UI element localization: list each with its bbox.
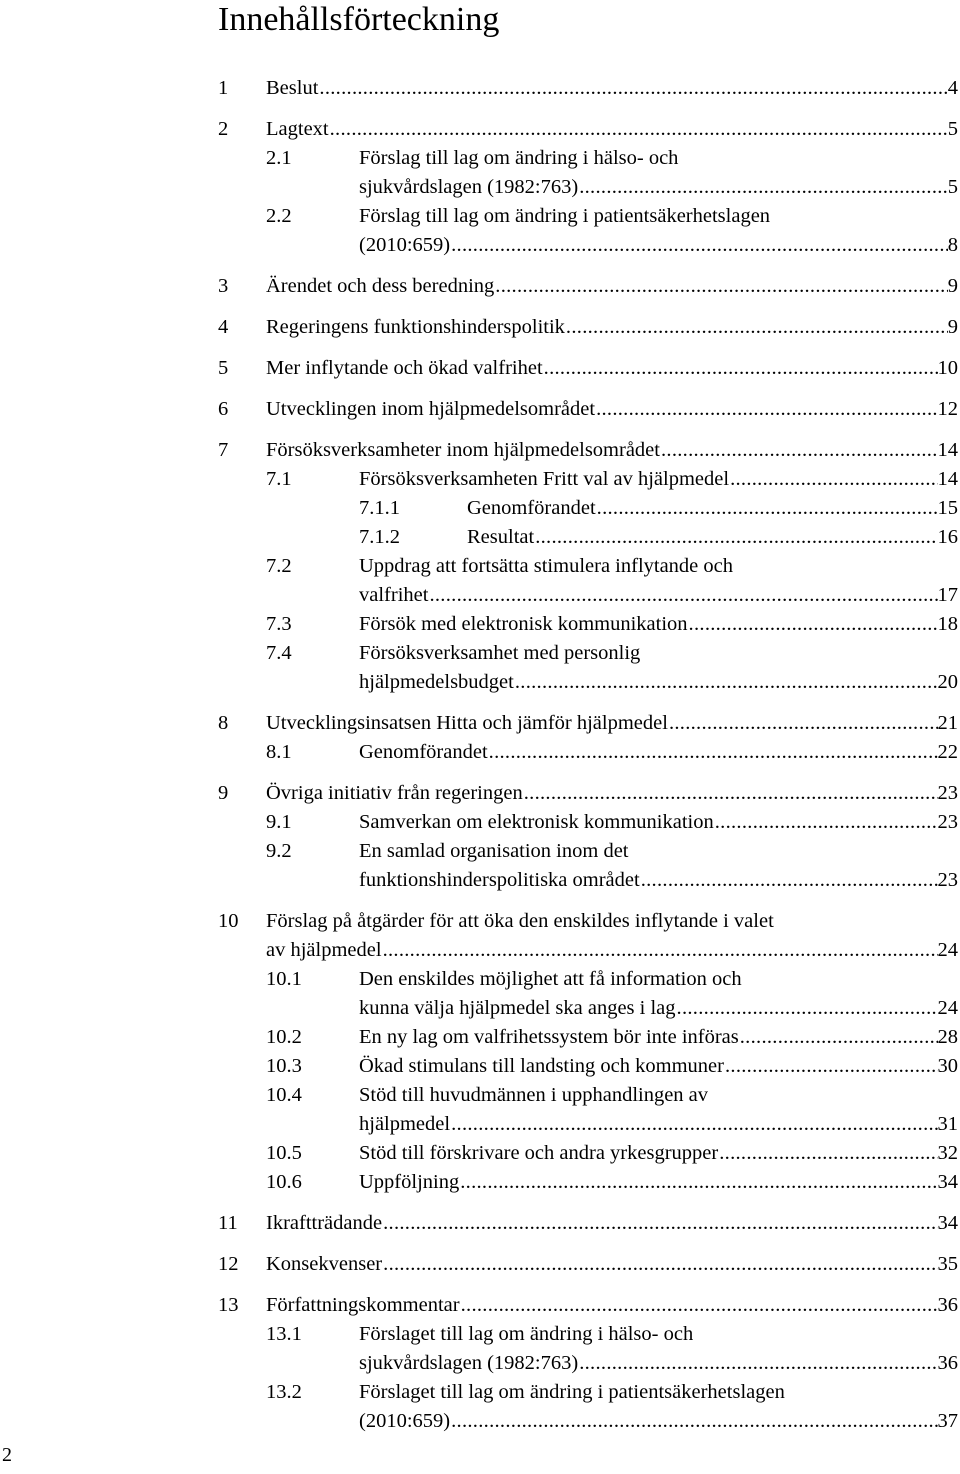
toc-entry-title[interactable]: Försöksverksamheter inom hjälpmedelsområdet	[266, 439, 660, 461]
toc-entry-line	[218, 1209, 958, 1238]
toc-entry-number: 2.2	[266, 205, 292, 227]
toc-entry-title[interactable]: Genomförandet	[467, 497, 596, 519]
toc-entry-line	[218, 907, 958, 936]
toc-entry-title[interactable]: (2010:659)	[359, 234, 451, 256]
toc-entry-title[interactable]: Resultat	[467, 526, 535, 548]
toc-entry-line	[218, 115, 958, 144]
toc-entry-title[interactable]: Övriga initiativ från regeringen	[266, 782, 523, 804]
toc-entry-title[interactable]: Utvecklingsinsatsen Hitta och jämför hjälpmedel	[266, 712, 668, 734]
toc-entry-title[interactable]: Försök med elektronisk kommunikation	[359, 613, 688, 635]
toc-entry-line	[218, 779, 958, 808]
toc-entry-line	[218, 74, 958, 103]
toc-dot-leader	[730, 465, 937, 494]
toc-entry-number: 4	[218, 316, 229, 338]
toc-entry-number: 13.2	[266, 1381, 302, 1403]
toc-entry-page[interactable]: 16	[937, 526, 958, 548]
toc-entry-line	[218, 272, 958, 301]
toc-dot-leader	[719, 1139, 937, 1168]
toc-entry-number: 7.3	[266, 613, 292, 635]
toc-entry-number: 5	[218, 357, 229, 379]
toc-entry-line	[218, 1250, 958, 1279]
toc-entry-page[interactable]: 23	[937, 869, 958, 891]
toc-dot-leader	[544, 354, 938, 383]
toc-dot-leader	[515, 668, 938, 697]
toc-dot-leader	[715, 808, 938, 837]
toc-entry-page[interactable]: 12	[937, 398, 958, 420]
toc-entry-line	[218, 395, 958, 424]
toc-entry-line	[359, 523, 958, 552]
page-number: 2	[2, 1444, 12, 1466]
toc-dot-leader	[460, 1168, 937, 1197]
toc-entry-number: 8	[218, 712, 229, 734]
toc-entry-page[interactable]: 31	[937, 1113, 958, 1135]
toc-entry-line	[218, 436, 958, 465]
toc-entry-number: 1	[218, 77, 229, 99]
toc-entry-line	[218, 1291, 958, 1320]
toc-entry-page[interactable]: 24	[937, 997, 958, 1019]
toc-entry-number: 10.4	[266, 1084, 302, 1106]
toc-entry-title[interactable]: Mer inflytande och ökad valfrihet	[266, 357, 543, 379]
toc-entry-number: 11	[218, 1212, 238, 1234]
toc-dot-leader	[740, 1023, 938, 1052]
toc-entry-number: 2.1	[266, 147, 292, 169]
toc-entry-title[interactable]: Förslaget till lag om ändring i hälso- och	[359, 1323, 694, 1345]
toc-entry-page[interactable]: 17	[937, 584, 958, 606]
toc-entry-page[interactable]: 15	[937, 497, 958, 519]
toc-entry-line	[266, 465, 958, 494]
toc-entry-title[interactable]: Beslut	[266, 77, 319, 99]
toc-entry-page[interactable]: 23	[937, 811, 958, 833]
toc-entry-title[interactable]: funktionshinderspolitiska området	[359, 869, 640, 891]
toc-entry-page[interactable]: 4	[947, 77, 958, 99]
toc-entry-page[interactable]: 28	[937, 1026, 958, 1048]
toc-entry-page[interactable]: 9	[947, 316, 958, 338]
toc-entry-number: 9	[218, 782, 229, 804]
toc-entry-number: 7.1	[266, 468, 292, 490]
page-title: Innehållsförteckning	[218, 1, 500, 38]
toc-entry-page[interactable]: 24	[937, 939, 958, 961]
toc-entry-title[interactable]: Förslag till lag om ändring i hälso- och	[359, 147, 679, 169]
toc-entry-line	[359, 494, 958, 523]
toc-entry-line	[266, 1139, 958, 1168]
toc-entry-line	[266, 866, 958, 895]
toc-entry-line	[218, 313, 958, 342]
toc-entry-line	[266, 1052, 958, 1081]
toc-entry-number: 8.1	[266, 741, 292, 763]
toc-entry-page[interactable]: 35	[937, 1253, 958, 1275]
toc-entry-number: 2	[218, 118, 229, 140]
toc-entry-title[interactable]: Lagtext	[266, 118, 329, 140]
toc-entry-line	[266, 202, 958, 231]
toc-entry-page[interactable]: 37	[937, 1410, 958, 1432]
toc-entry-title[interactable]: En ny lag om valfrihetssystem bör inte införas	[359, 1026, 739, 1048]
toc-entry-line	[266, 610, 958, 639]
toc-entry-line	[266, 144, 958, 173]
toc-entry-number: 10.6	[266, 1171, 302, 1193]
toc-dot-leader	[535, 523, 937, 552]
toc-entry-number: 10.3	[266, 1055, 302, 1077]
toc-entry-title[interactable]: Förslag till lag om ändring i patientsäkerhetslagen	[359, 205, 771, 227]
toc-entry-number: 7.4	[266, 642, 292, 664]
toc-entry-number: 10.5	[266, 1142, 302, 1164]
toc-dot-leader	[451, 1407, 937, 1436]
toc-dot-leader	[495, 272, 947, 301]
toc-entry-line	[266, 808, 958, 837]
toc-entry-number: 6	[218, 398, 229, 420]
toc-entry-line	[266, 581, 958, 610]
toc-entry-number: 10.1	[266, 968, 302, 990]
toc-entry-line	[266, 552, 958, 581]
toc-entry-title[interactable]: Försöksverksamhet med personlig	[359, 642, 641, 664]
toc-entry-title[interactable]: kunna välja hjälpmedel ska anges i lag	[359, 997, 676, 1019]
toc-dot-leader	[383, 1250, 937, 1279]
toc-entry-page[interactable]: 14	[937, 439, 958, 461]
toc-entry-number: 13.1	[266, 1323, 302, 1345]
toc-entry-title[interactable]: En samlad organisation inom det	[359, 840, 629, 862]
toc-dot-leader	[677, 994, 938, 1023]
toc-entry-line	[266, 639, 958, 668]
toc-entry-line	[266, 1110, 958, 1139]
toc-entry-title[interactable]: sjukvårdslagen (1982:763)	[359, 176, 579, 198]
toc-entry-page[interactable]: 5	[947, 176, 958, 198]
toc-dot-leader	[330, 115, 948, 144]
toc-entry-number: 9.2	[266, 840, 292, 862]
toc-entry-title[interactable]: Genomförandet	[359, 741, 488, 763]
toc-entry-number: 10.2	[266, 1026, 302, 1048]
toc-entry-title[interactable]: av hjälpmedel	[266, 939, 382, 961]
toc-entry-page[interactable]: 22	[937, 741, 958, 763]
toc-entry-line	[266, 1407, 958, 1436]
toc-entry-title[interactable]: Förslaget till lag om ändring i patientsäkerhetslagen	[359, 1381, 785, 1403]
toc-entry-number: 3	[218, 275, 229, 297]
toc-entry-page[interactable]: 36	[937, 1294, 958, 1316]
toc-entry-page[interactable]: 34	[937, 1212, 958, 1234]
toc-entry-number: 12	[218, 1253, 239, 1275]
toc-dot-leader	[461, 1291, 938, 1320]
toc-entry-title[interactable]: Förslag på åtgärder för att öka den enskildes inflytande i valet	[266, 910, 774, 932]
toc-dot-leader	[383, 936, 938, 965]
toc-entry-line	[266, 1168, 958, 1197]
toc-dot-leader	[689, 610, 938, 639]
toc-entry-title[interactable]: sjukvårdslagen (1982:763)	[359, 1352, 579, 1374]
toc-entry-page[interactable]: 36	[937, 1352, 958, 1374]
toc-dot-leader	[597, 494, 938, 523]
toc-entry-number: 10	[218, 910, 239, 932]
toc-entry-title[interactable]: Stöd till förskrivare och andra yrkesgrupper	[359, 1142, 719, 1164]
toc-entry-title[interactable]: Konsekvenser	[266, 1253, 383, 1275]
toc-dot-leader	[451, 1110, 937, 1139]
toc-entry-line	[266, 738, 958, 767]
toc-entry-page[interactable]: 8	[947, 234, 958, 256]
toc-entry-page[interactable]: 21	[937, 712, 958, 734]
toc-entry-line	[218, 709, 958, 738]
toc-entry-page[interactable]: 5	[947, 118, 958, 140]
toc-dot-leader	[319, 74, 947, 103]
toc-entry-line	[266, 1081, 958, 1110]
toc-entry-line	[266, 1349, 958, 1378]
toc-entry-page[interactable]: 9	[947, 275, 958, 297]
toc-entry-title[interactable]: Den enskildes möjlighet att få information och	[359, 968, 742, 990]
toc-entry-number: 7.2	[266, 555, 292, 577]
toc-entry-line	[266, 837, 958, 866]
toc-entry-line	[266, 965, 958, 994]
toc-entry-line	[218, 354, 958, 383]
toc-dot-leader	[661, 436, 938, 465]
toc-entry-title[interactable]: (2010:659)	[359, 1410, 451, 1432]
toc-entry-number: 9.1	[266, 811, 292, 833]
toc-entry-title[interactable]: Författningskommentar	[266, 1294, 460, 1316]
toc-entry-title[interactable]: Uppdrag att fortsätta stimulera inflytande och	[359, 555, 734, 577]
toc-dot-leader	[725, 1052, 938, 1081]
toc-dot-leader	[429, 581, 937, 610]
toc-entry-line	[266, 1320, 958, 1349]
toc-entry-number: 13	[218, 1294, 239, 1316]
toc-entry-page[interactable]: 30	[937, 1055, 958, 1077]
toc-dot-leader	[579, 1349, 937, 1378]
toc-entry-number: 7	[218, 439, 229, 461]
toc-entry-title[interactable]: Uppföljning	[359, 1171, 460, 1193]
toc-entry-line	[266, 668, 958, 697]
toc-dot-leader	[451, 231, 948, 260]
toc-entry-title[interactable]: Regeringens funktionshinderspolitik	[266, 316, 565, 338]
toc-entry-line	[266, 1378, 958, 1407]
toc-entry-page[interactable]: 20	[937, 671, 958, 693]
toc-entry-number: 7.1.2	[359, 526, 400, 548]
toc-entry-title[interactable]: Ökad stimulans till landsting och kommuner	[359, 1055, 724, 1077]
toc-dot-leader	[524, 779, 938, 808]
toc-entry-title[interactable]: hjälpmedelsbudget	[359, 671, 514, 693]
toc-entry-page[interactable]: 14	[937, 468, 958, 490]
toc-dot-leader	[383, 1209, 937, 1238]
toc-entry-title[interactable]: hjälpmedel	[359, 1113, 451, 1135]
toc-entry-line	[266, 231, 958, 260]
toc-dot-leader	[641, 866, 938, 895]
toc-entry-title[interactable]: Ikraftträdande	[266, 1212, 383, 1234]
toc-entry-page[interactable]: 32	[937, 1142, 958, 1164]
toc-entry-title[interactable]: Ärendet och dess beredning	[266, 275, 495, 297]
toc-dot-leader	[669, 709, 938, 738]
toc-dot-leader	[579, 173, 948, 202]
toc-dot-leader	[489, 738, 938, 767]
toc-entry-page[interactable]: 18	[937, 613, 958, 635]
toc-entry-page[interactable]: 10	[937, 357, 958, 379]
toc-entry-title[interactable]: Utvecklingen inom hjälpmedelsområdet	[266, 398, 596, 420]
toc-entry-page[interactable]: 34	[937, 1171, 958, 1193]
toc-entry-title[interactable]: Försöksverksamheten Fritt val av hjälpmedel	[359, 468, 730, 490]
toc-entry-line	[266, 173, 958, 202]
toc-entry-title[interactable]: Samverkan om elektronisk kommunikation	[359, 811, 714, 833]
toc-entry-line	[266, 994, 958, 1023]
toc-dot-leader	[566, 313, 948, 342]
toc-entry-title[interactable]: Stöd till huvudmännen i upphandlingen av	[359, 1084, 709, 1106]
toc-entry-line	[218, 936, 958, 965]
toc-entry-line	[266, 1023, 958, 1052]
toc-dot-leader	[596, 395, 937, 424]
toc-entry-number: 7.1.1	[359, 497, 400, 519]
toc-entry-title[interactable]: valfrihet	[359, 584, 429, 606]
toc-entry-page[interactable]: 23	[937, 782, 958, 804]
